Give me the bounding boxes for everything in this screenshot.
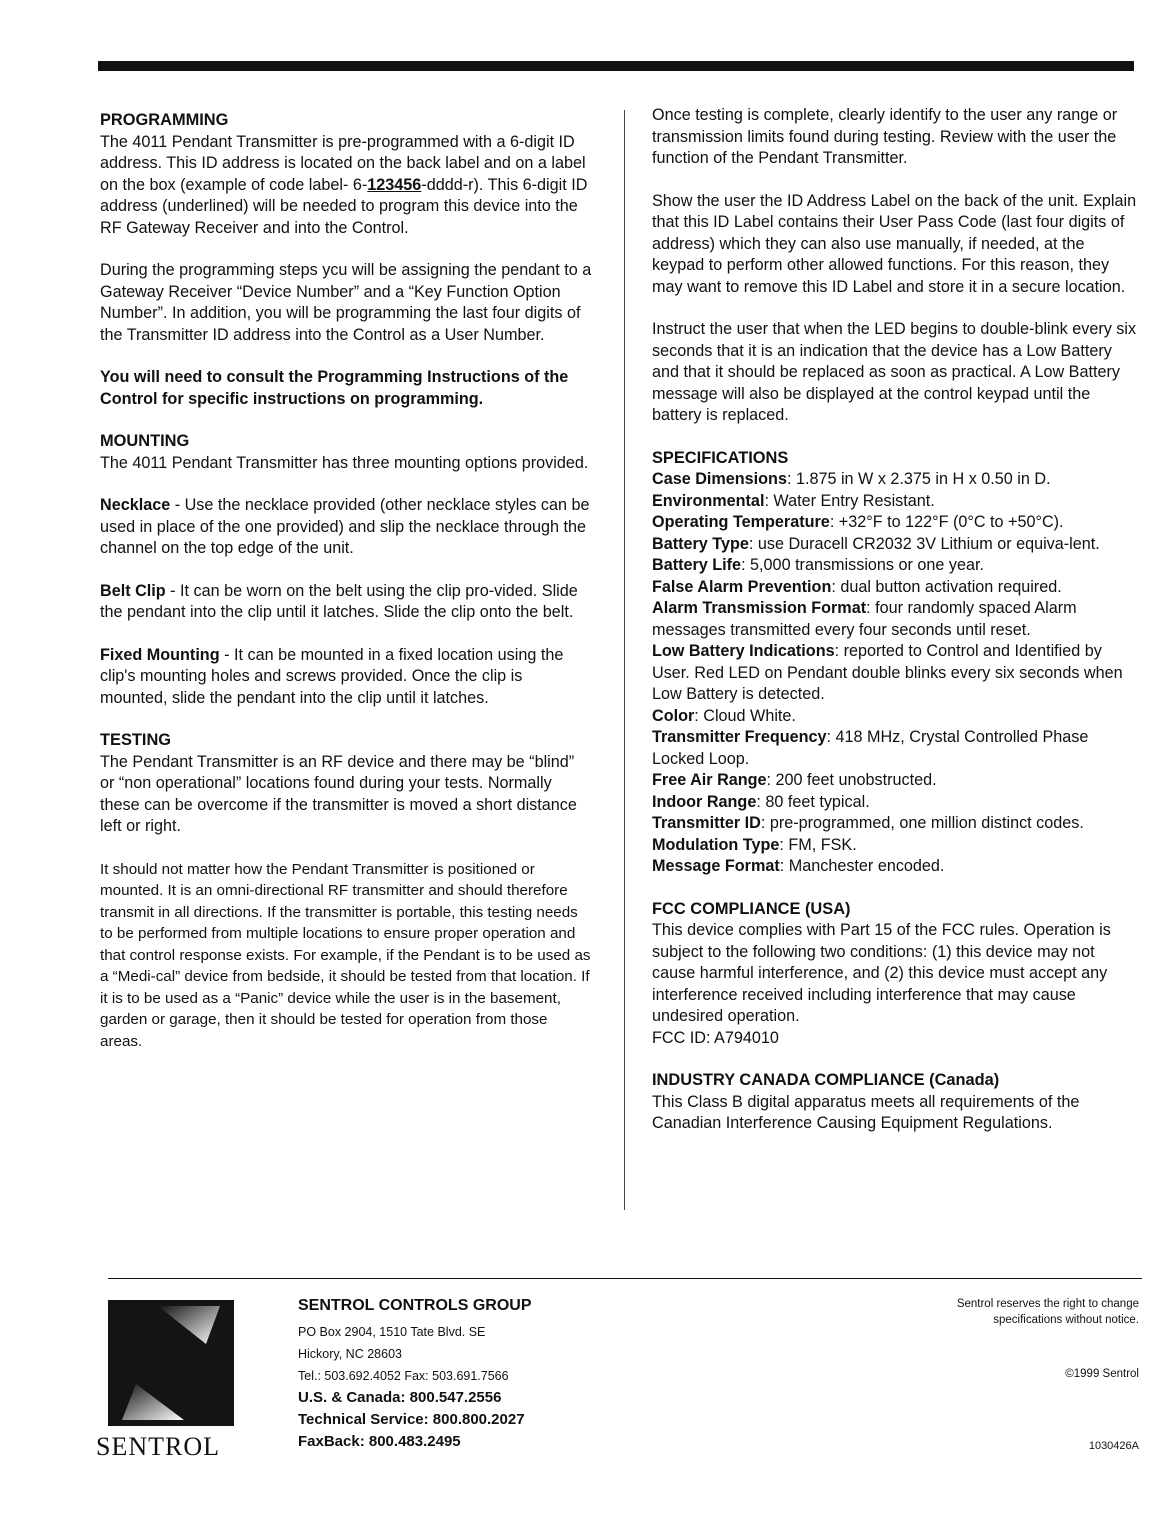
mounting-paragraph: The 4011 Pendant Transmitter has three mounting options provided. (100, 453, 589, 472)
spec-item: Low Battery Indications: reported to Control and Identified by User. Red LED on Pendant double blinks every six seconds when Low Battery is detected. (652, 642, 1123, 703)
fcc-id: FCC ID: A794010 (652, 1028, 779, 1047)
faxback-phone: FaxBack: 800.483.2495 (298, 1433, 461, 1450)
top-rule (98, 61, 1134, 71)
spec-item: Environmental: Water Entry Resistant. (652, 491, 935, 510)
spec-item: Message Format: Manchester encoded. (652, 857, 945, 875)
spec-item: Battery Life: 5,000 transmissions or one year. (652, 556, 985, 574)
sentrol-logo-icon (108, 1300, 234, 1426)
left-column (100, 110, 592, 1073)
logo-wordmark: SENTROL (96, 1432, 220, 1461)
programming-paragraph-2: During the programming steps ycu will be assigning the pendant to a Gateway Receiver “Device Number” and a “Key Function Option Number”. In addition, you will be programming the last four digits of the Transmitter ID address into the Control as a User Number. (100, 261, 592, 344)
spec-item: Color: Cloud White. (652, 706, 796, 725)
right-paragraph-1: Once testing is complete, clearly identify to the user any range or transmission limits found during testing. Review with the user the function of the Pendant Transmitter. (652, 106, 1118, 167)
industry-canada-heading: INDUSTRY CANADA COMPLIANCE (Canada) (652, 1071, 1000, 1089)
right-paragraph-3: Instruct the user that when the LED begins to double-blink every six seconds that it is an indication that the device has a Low Battery and that it should be replaced as soon as practical. A Low Battery message will also be displayed at the control keypad until the battery is replaced. (652, 320, 1137, 424)
programming-paragraph-1: The 4011 Pendant Transmitter is pre-programmed with a 6-digit ID address. This ID address is located on the back label and on a label on the box (example of code label- 6-123456-dddd-r). This 6-digit ID address (underlined) will be needed to program this device into the RF Gateway Receiver and into the Control. (100, 132, 588, 237)
fcc-heading: FCC COMPLIANCE (USA) (652, 899, 851, 918)
spec-item: Operating Temperature: +32°F to 122°F (0°C to +50°C). (652, 513, 1064, 531)
company-name: SENTROL CONTROLS GROUP (298, 1297, 532, 1314)
right-column (652, 105, 1140, 1156)
footer-rule (108, 1278, 1142, 1279)
testing-heading: TESTING (100, 731, 172, 749)
phone-fax: Tel.: 503.692.4052 Fax: 503.691.7566 (298, 1369, 509, 1383)
technical-service-phone: Technical Service: 800.800.2027 (298, 1411, 525, 1428)
id-code-underlined: 123456 (367, 175, 422, 194)
industry-canada-paragraph: This Class B digital apparatus meets all requirements of the Canadian Interference Causing Equipment Regulations. (652, 1092, 1080, 1132)
testing-paragraph-2: It should not matter how the Pendant Transmitter is positioned or mounted. It is an omni-directional RF transmitter and should therefore transmit in all directions. If the transmitter is portable, this testing needs to be performed from multiple locations to ensure proper operation and that control response exists. For example, if the Pendant is to be used as a “Medi-cal” device from bedside, it should be tested from that location. If it is to be used as a “Panic” device while the user is in the basement, garden or garage, then it should be tested for operation from those areas. (100, 860, 591, 1050)
mounting-heading: MOUNTING (100, 432, 190, 450)
testing-paragraph-1: The Pendant Transmitter is an RF device and there may be “blind” or “non operational” locations found during your tests. Normally these can be overcome if the transmitter is moved a short distance left or right. (100, 752, 577, 835)
spec-item: Free Air Range: 200 feet unobstructed. (652, 771, 937, 789)
us-canada-phone: U.S. & Canada: 800.547.2556 (298, 1389, 502, 1406)
spec-item: False Alarm Prevention: dual button activation required. (652, 577, 1062, 596)
spec-item: Modulation Type: FM, FSK. (652, 835, 857, 854)
spec-item: Battery Type: use Duracell CR2032 3V Lithium or equiva-lent. (652, 534, 1100, 553)
specifications-notice: Sentrol reserves the right to change specifications without notice. (956, 1298, 1139, 1326)
copyright: ©1999 Sentrol (1065, 1368, 1139, 1380)
company-address-block (298, 1297, 698, 1453)
fcc-paragraph: This device complies with Part 15 of the FCC rules. Operation is subject to the following two conditions: (1) this device may not cause harmful interference, and (2) this device must accept any interference received including interference that may cause undesired operation. FCC ID: A794010 (652, 921, 1111, 1047)
fixed-mounting-paragraph: Fixed Mounting - It can be mounted in a fixed location using the clip's mounting holes and screws provided. Once the clip is mounted, slide the pendant into the clip until it latches. (100, 645, 564, 707)
spec-item: Indoor Range: 80 feet typical. (652, 792, 870, 811)
specifications-heading: SPECIFICATIONS (652, 448, 789, 467)
right-paragraph-2: Show the user the ID Address Label on the back of the unit. Explain that this ID Label contains their User Pass Code (last four digits of address) which they can also use manually, if needed, at the keypad to perform other allowed functions. For this reason, they may want to remove this ID Label and store it in a secure location. (652, 191, 1137, 296)
programming-heading: PROGRAMMING (100, 111, 229, 129)
address-line-1: PO Box 2904, 1510 Tate Blvd. SE (298, 1325, 486, 1339)
spec-item: Transmitter ID: pre-programmed, one million distinct codes. (652, 814, 1084, 832)
part-number: 1030426A (1088, 1440, 1139, 1452)
address-line-2: Hickory, NC 28603 (298, 1347, 402, 1361)
specifications-list (652, 469, 1140, 878)
column-divider (624, 110, 625, 1210)
belt-clip-paragraph: Belt Clip - It can be worn on the belt using the clip pro-vided. Slide the pendant into the clip until it latches. Slide the clip onto the belt. (100, 581, 578, 621)
necklace-paragraph: Necklace - Use the necklace provided (other necklace styles can be used in place of the one provided) and slip the necklace through the channel on the top edge of the unit. (100, 496, 590, 557)
spec-item: Case Dimensions: 1.875 in W x 2.375 in H x 0.50 in D. (652, 470, 1051, 488)
spec-item: Transmitter Frequency: 418 MHz, Crystal Controlled Phase Locked Loop. (652, 728, 1089, 768)
programming-paragraph-3: You will need to consult the Programming Instructions of the Control for specific instructions on programming. (100, 368, 569, 408)
spec-item: Alarm Transmission Format: four randomly spaced Alarm messages transmitted every four seconds until reset. (652, 599, 1077, 639)
